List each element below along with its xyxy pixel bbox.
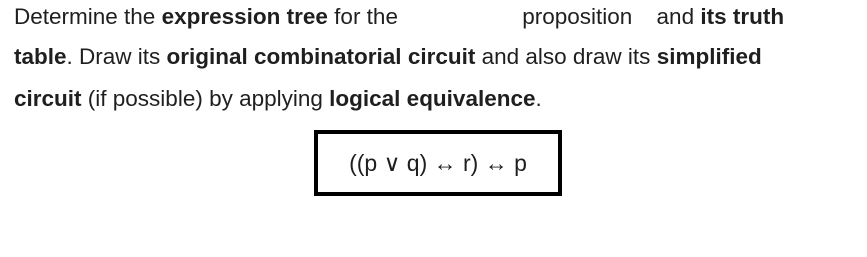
text-table: table <box>14 44 67 69</box>
formula-box <box>314 130 562 196</box>
text-determine: Determine the <box>14 4 162 29</box>
text-simplified: simplified <box>656 44 762 69</box>
instruction-line-3 <box>14 84 542 114</box>
formula-text: ((p ∨ q) ↔ r) ↔ p <box>349 149 527 176</box>
text-its-truth: its truth <box>700 4 785 29</box>
text-draw-its: . Draw its <box>66 44 167 69</box>
instruction-line-1 <box>14 2 784 32</box>
text-original-circuit: original combinatorial circuit <box>166 44 476 69</box>
text-expression-tree: expression tree <box>161 4 328 29</box>
instruction-line-2 <box>14 42 762 72</box>
text-period: . <box>535 86 542 111</box>
text-if-possible: (if possible) by applying <box>81 86 330 111</box>
text-and-also: and also draw its <box>475 44 657 69</box>
text-logical-equivalence: logical equivalence <box>329 86 536 111</box>
text-for-the: for the <box>327 4 405 29</box>
text-proposition: proposition <box>522 4 639 29</box>
text-and: and <box>656 4 701 29</box>
text-circuit: circuit <box>14 86 82 111</box>
